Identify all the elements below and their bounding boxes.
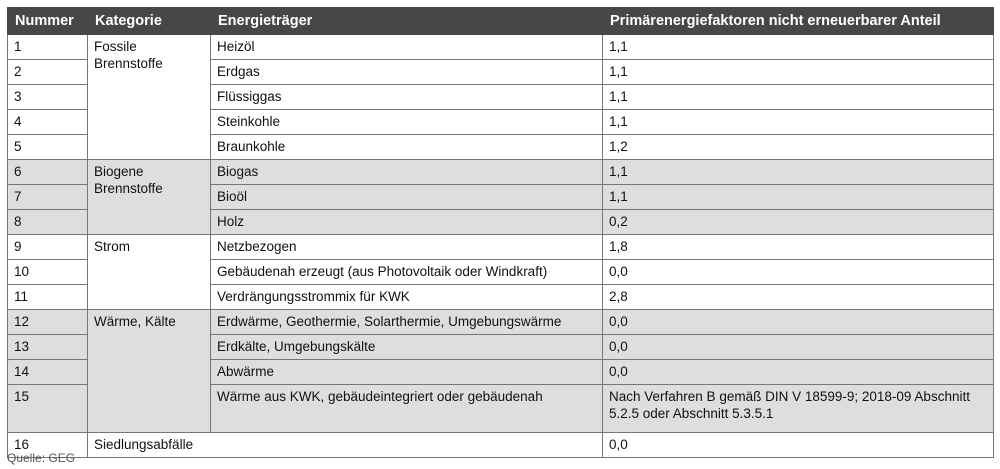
cell-kategorie: Strom (88, 235, 211, 310)
cell-nummer: 15 (8, 385, 88, 433)
table-row (8, 35, 994, 60)
cell-nummer: 5 (8, 135, 88, 160)
energy-factor-table-container (7, 7, 993, 458)
cell-nummer: 10 (8, 260, 88, 285)
cell-kategorie: Siedlungsabfälle (88, 433, 603, 458)
cell-energietraeger: Flüssiggas (211, 85, 603, 110)
cell-faktor: 1,1 (603, 35, 994, 60)
cell-energietraeger: Erdkälte, Umgebungskälte (211, 335, 603, 360)
cell-energietraeger: Biogas (211, 160, 603, 185)
cell-nummer: 9 (8, 235, 88, 260)
cell-faktor: 0,0 (603, 433, 994, 458)
cell-nummer: 3 (8, 85, 88, 110)
cell-faktor: 1,1 (603, 60, 994, 85)
cell-energietraeger: Erdwärme, Geothermie, Solarthermie, Umgebungswärme (211, 310, 603, 335)
cell-faktor: 0,0 (603, 310, 994, 335)
header-nummer: Nummer (8, 8, 88, 35)
cell-kategorie: Wärme, Kälte (88, 310, 211, 433)
cell-faktor: 1,1 (603, 185, 994, 210)
cell-nummer: 7 (8, 185, 88, 210)
table-row (8, 310, 994, 335)
cell-nummer: 13 (8, 335, 88, 360)
header-kategorie: Kategorie (88, 8, 211, 35)
cell-energietraeger: Steinkohle (211, 110, 603, 135)
cell-energietraeger: Erdgas (211, 60, 603, 85)
cell-nummer: 2 (8, 60, 88, 85)
header-energietraeger: Energieträger (211, 8, 603, 35)
cell-nummer: 12 (8, 310, 88, 335)
cell-energietraeger: Bioöl (211, 185, 603, 210)
header-primaerenergiefaktor: Primärenergiefaktoren nicht erneuerbarer Anteil (603, 8, 994, 35)
cell-energietraeger: Abwärme (211, 360, 603, 385)
cell-faktor: 0,0 (603, 335, 994, 360)
cell-faktor: 0,0 (603, 360, 994, 385)
cell-energietraeger: Verdrängungsstrommix für KWK (211, 285, 603, 310)
cell-kategorie: Fossile Brennstoffe (88, 35, 211, 160)
cell-energietraeger: Gebäudenah erzeugt (aus Photovoltaik oder Windkraft) (211, 260, 603, 285)
cell-faktor: Nach Verfahren B gemäß DIN V 18599-9; 2018-09 Abschnitt 5.2.5 oder Abschnitt 5.3.5.1 (603, 385, 994, 433)
cell-faktor: 1,2 (603, 135, 994, 160)
cell-faktor: 1,8 (603, 235, 994, 260)
cell-nummer: 11 (8, 285, 88, 310)
cell-kategorie: Biogene Brennstoffe (88, 160, 211, 235)
cell-energietraeger: Netzbezogen (211, 235, 603, 260)
cell-nummer: 14 (8, 360, 88, 385)
cell-faktor: 0,0 (603, 260, 994, 285)
cell-faktor: 1,1 (603, 110, 994, 135)
cell-energietraeger: Wärme aus KWK, gebäudeintegriert oder gebäudenah (211, 385, 603, 433)
cell-nummer: 1 (8, 35, 88, 60)
cell-nummer: 16 (8, 433, 88, 458)
cell-nummer: 4 (8, 110, 88, 135)
cell-energietraeger: Heizöl (211, 35, 603, 60)
energy-factor-table (7, 7, 994, 458)
source-note: Quelle: GEG (7, 451, 76, 465)
cell-faktor: 1,1 (603, 160, 994, 185)
cell-energietraeger: Holz (211, 210, 603, 235)
cell-nummer: 6 (8, 160, 88, 185)
cell-nummer: 8 (8, 210, 88, 235)
table-row (8, 433, 994, 458)
cell-faktor: 0,2 (603, 210, 994, 235)
table-header-row (8, 8, 994, 35)
cell-faktor: 2,8 (603, 285, 994, 310)
cell-energietraeger: Braunkohle (211, 135, 603, 160)
table-row (8, 235, 994, 260)
cell-faktor: 1,1 (603, 85, 994, 110)
table-row (8, 160, 994, 185)
